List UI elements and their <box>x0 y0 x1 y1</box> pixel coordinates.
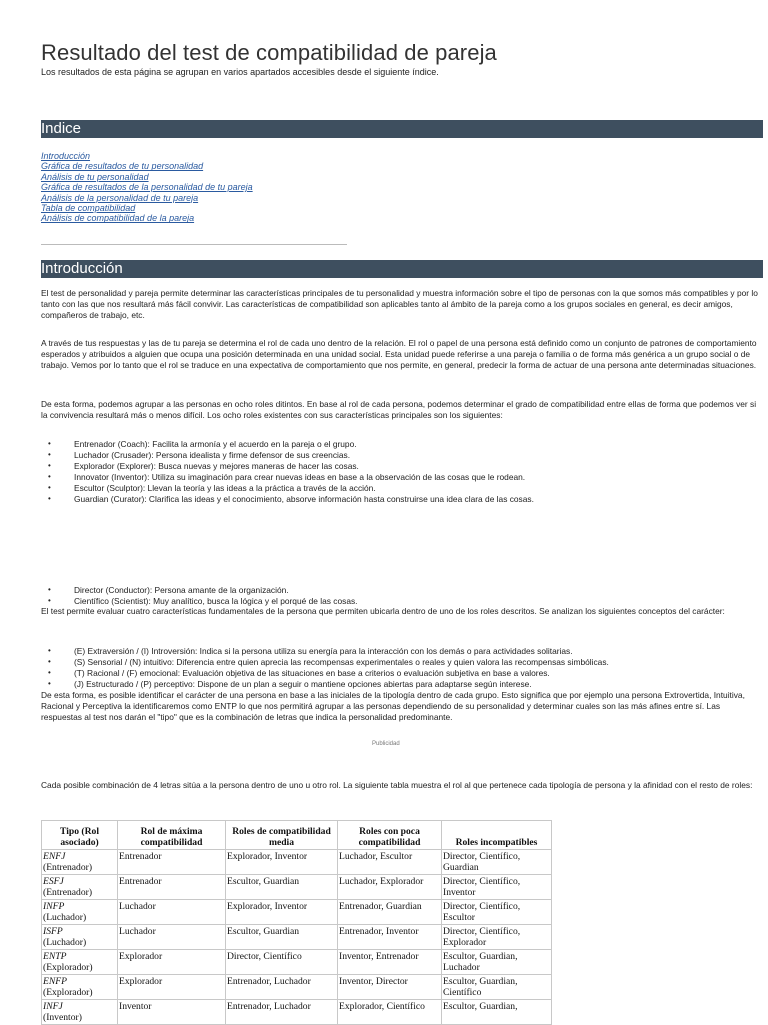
type-code: ENFJ <box>43 851 66 862</box>
toc-link[interactable]: Tabla de compatibilidad <box>41 203 136 214</box>
cell-incomp: Director, Científico, Inventor <box>442 875 552 900</box>
type-cell <box>42 900 118 925</box>
cell-max: Inventor <box>118 1000 226 1025</box>
type-code: ENTP <box>43 951 67 962</box>
cell-media: Explorador, Inventor <box>226 900 338 925</box>
cell-poca: Entrenador, Guardian <box>338 900 442 925</box>
cell-incomp: Director, Científico, Explorador <box>442 925 552 950</box>
type-role: (Inventor) <box>43 1012 82 1023</box>
table-header-cell: Tipo (Rol asociado) <box>42 821 118 850</box>
cell-max: Entrenador <box>118 850 226 875</box>
cell-max: Luchador <box>118 925 226 950</box>
cell-incomp: Director, Científico, Guardian <box>442 850 552 875</box>
table-row <box>42 1000 552 1025</box>
toc-item <box>41 161 253 171</box>
role-list-item: • Innovator (Inventor): Utiliza su imaginación para crear nuevas ideas en base a la observación de las cosas que le rodean. <box>41 472 763 483</box>
type-cell <box>42 925 118 950</box>
concepts-list <box>41 646 763 690</box>
intro-paragraph-4: El test permite evaluar cuatro características fundamentales de la persona que permiten ubicarla dentro de uno de los roles descritos. Se analizan los siguientes conceptos del carácter: <box>41 606 725 616</box>
cell-media: Entrenador, Luchador <box>226 975 338 1000</box>
table-header-cell: Rol de máxima compatibilidad <box>118 821 226 850</box>
cell-poca: Luchador, Escultor <box>338 850 442 875</box>
type-role: (Entrenador) <box>43 862 93 873</box>
cell-media: Explorador, Inventor <box>226 850 338 875</box>
role-list-item: • Director (Conductor): Persona amante de la organización. <box>41 585 763 596</box>
page-title: Resultado del test de compatibilidad de pareja <box>41 40 497 65</box>
cell-incomp: Director, Científico, Escultor <box>442 900 552 925</box>
toc-item <box>41 182 253 192</box>
cell-incomp: Escultor, Guardian, <box>442 1000 552 1025</box>
compatibility-table <box>41 820 552 1025</box>
cell-max: Explorador <box>118 975 226 1000</box>
type-code: INFJ <box>43 1001 63 1012</box>
concept-list-item: • (T) Racional / (F) emocional: Evaluación objetiva de las situaciones en base a criterios o evaluación subjetiva en base a valores. <box>41 668 763 679</box>
table-header-row <box>42 821 552 850</box>
cell-max: Entrenador <box>118 875 226 900</box>
cell-poca: Entrenador, Inventor <box>338 925 442 950</box>
cell-poca: Explorador, Científico <box>338 1000 442 1025</box>
roles-list <box>41 439 763 504</box>
cell-poca: Inventor, Entrenador <box>338 950 442 975</box>
type-code: ESFJ <box>43 876 64 887</box>
cell-media: Entrenador, Luchador <box>226 1000 338 1025</box>
role-list-item: • Luchador (Crusader): Persona idealista y firme defensor de sus creencias. <box>41 450 763 461</box>
role-list-item: • Escultor (Sculptor): Llevan la teoría y las ideas a la práctica a través de la acción. <box>41 483 763 494</box>
section-title-introduccion: Introducción <box>41 260 123 277</box>
concept-list-item: • (J) Estructurado / (P) perceptivo: Dispone de un plan a seguir o mantiene opciones abiertas para adaptarse según interese. <box>41 679 763 690</box>
type-cell <box>42 850 118 875</box>
toc-link[interactable]: Análisis de tu personalidad <box>41 171 149 182</box>
toc-link[interactable]: Análisis de compatibilidad de la pareja <box>41 213 195 224</box>
type-cell <box>42 950 118 975</box>
table-row <box>42 900 552 925</box>
table-row <box>42 950 552 975</box>
cell-media: Director, Científico <box>226 950 338 975</box>
type-cell <box>42 1000 118 1025</box>
cell-max: Luchador <box>118 900 226 925</box>
section-bar-indice <box>41 120 763 138</box>
divider <box>41 244 347 245</box>
type-role: (Luchador) <box>43 937 87 948</box>
role-list-item: • Guardian (Curator): Clarifica las ideas y el conocimiento, absorve información hasta construirse una idea clara de las cosas. <box>41 494 763 505</box>
section-title-indice: Indice <box>41 120 82 137</box>
cell-incomp: Escultor, Guardian, Científico <box>442 975 552 1000</box>
toc-link[interactable]: Análisis de la personalidad de tu pareja <box>41 192 199 203</box>
type-code: INFP <box>43 901 65 912</box>
table-header-cell: Roles con poca compatibilidad <box>338 821 442 850</box>
intro-paragraph-1: El test de personalidad y pareja permite determinar las características principales de tu personalidad y muestra información sobre el tipo de personas con la que somos más compatibles y por lo tanto con las que nos resultará más fácil convivir. Las características de compatibilidad son aplicables tanto al ámbito de la pareja como a los grupos sociales en general, es decir amigos, compañeros de trabajo, etc. <box>41 288 758 320</box>
table-row <box>42 975 552 1000</box>
table-of-contents <box>41 151 253 224</box>
type-cell <box>42 975 118 1000</box>
table-header-cell: Roles incompatibles <box>442 821 552 850</box>
table-header-cell: Roles de compatibilidad media <box>226 821 338 850</box>
type-code: ENFP <box>43 976 67 987</box>
type-role: (Luchador) <box>43 912 87 923</box>
page-subtitle: Los resultados de esta página se agrupan en varios apartados accesibles desde el siguiente índice. <box>41 67 439 77</box>
cell-max: Explorador <box>118 950 226 975</box>
table-row <box>42 875 552 900</box>
toc-item <box>41 172 253 182</box>
toc-link[interactable]: Gráfica de resultados de la personalidad de tu pareja <box>41 182 253 193</box>
type-code: ISFP <box>43 926 63 937</box>
role-list-item: • Entrenador (Coach): Facilita la armonía y el acuerdo en la pareja o el grupo. <box>41 439 763 450</box>
type-role: (Explorador) <box>43 962 93 973</box>
ad-label: Publicidad <box>372 741 400 747</box>
intro-paragraph-3: De esta forma, podemos agrupar a las personas en ocho roles ditintos. En base al rol de cada persona, podemos determinar el grado de compatibilidad entre ellas de forma que podemos ver si la convivencia resultará más o menos difícil. Los ocho roles existentes con sus características principales son los siguientes: <box>41 399 757 420</box>
intro-paragraph-6: Cada posible combinación de 4 letras sitúa a la persona dentro de uno u otro rol. La siguiente tabla muestra el rol al que pertenece cada tipología de persona y la afinidad con el resto de roles: <box>41 780 753 790</box>
toc-item <box>41 203 253 213</box>
cell-poca: Inventor, Director <box>338 975 442 1000</box>
cell-media: Escultor, Guardian <box>226 925 338 950</box>
cell-poca: Luchador, Explorador <box>338 875 442 900</box>
toc-link[interactable]: Introducción <box>41 151 91 161</box>
toc-item <box>41 151 253 161</box>
concept-list-item: • (S) Sensorial / (N) intuitivo: Diferencia entre quien aprecia las recompensas experimentales o reales y quien valora las recompensas simbólicas. <box>41 657 763 668</box>
type-cell <box>42 875 118 900</box>
role-list-item: • Científico (Scientist): Muy analítico, busca la lógica y el porqué de las cosas. <box>41 596 763 607</box>
concept-list-item: • (E) Extraversión / (I) Introversión: Indica si la persona utiliza su energía para la interacción con los demás o para actividades solitarias. <box>41 646 763 657</box>
roles-list-continued <box>41 585 763 607</box>
section-bar-introduccion <box>41 260 763 278</box>
cell-incomp: Escultor, Guardian, Luchador <box>442 950 552 975</box>
intro-paragraph-5: De esta forma, es posible identificar el carácter de una persona en base a las iniciales de la tipología dentro de cada grupo. Esto significa que por ejemplo una persona Extrovertida, Intuitiva, Racional y Perceptiva la identificaremos como ENTP lo que nos permitirá agrupar a las personas dependiendo de su personalidad y determinar cuales son las más afines entre sí. Las respuestas al test nos darán el "tipo" que es la combinación de letras que indica la personalidad predominante. <box>41 690 745 722</box>
table-row <box>42 850 552 875</box>
role-list-item: • Explorador (Explorer): Busca nuevas y mejores maneras de hacer las cosas. <box>41 461 763 472</box>
toc-item <box>41 193 253 203</box>
type-role: (Explorador) <box>43 987 93 998</box>
toc-item <box>41 213 253 223</box>
type-role: (Entrenador) <box>43 887 93 898</box>
intro-paragraph-2: A través de tus respuestas y las de tu pareja se determina el rol de cada uno dentro de la relación. El rol o papel de una persona está definido como un conjunto de patrones de comportamiento esperados y atribuidos a alguien que ocupa una posición determinada en una unidad social. Esta unidad puede referirse a una pareja o familia o de forma más genérica a un grupo social o de trabajo. Vemos por lo tanto que el rol se traduce en una expectativa de comportamiento que nos permite, en general, predecir la forma de actuar de una persona ante determinadas situaciones. <box>41 338 757 370</box>
toc-link[interactable]: Gráfica de resultados de tu personalidad <box>41 161 204 172</box>
cell-media: Escultor, Guardian <box>226 875 338 900</box>
table-row <box>42 925 552 950</box>
